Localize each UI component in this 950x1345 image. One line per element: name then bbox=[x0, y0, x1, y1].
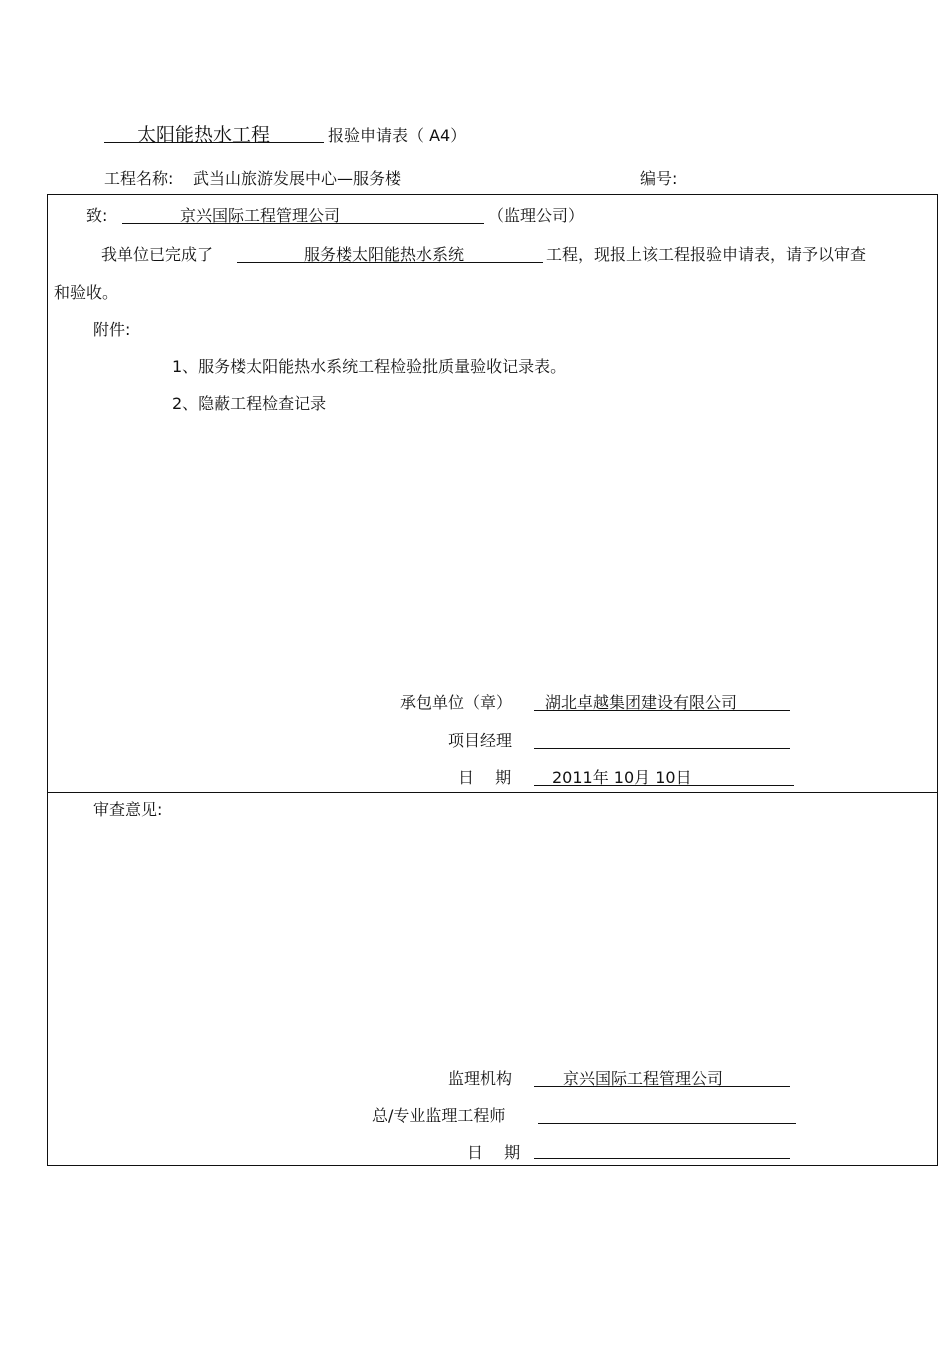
contractor-label: 承包单位（章） bbox=[400, 693, 513, 712]
engineer-underline bbox=[538, 1103, 796, 1124]
pm-label: 项目经理 bbox=[448, 731, 513, 750]
engineer-label: 总/专业监理工程师 bbox=[372, 1106, 506, 1125]
intro-line2: 和验收。 bbox=[54, 283, 119, 302]
to-suffix: （监理公司） bbox=[488, 206, 585, 225]
attachments-label: 附件: bbox=[93, 320, 131, 339]
date-label: 日 期 bbox=[458, 768, 512, 787]
intro-suffix: 工程，现报上该工程报验申请表，请予以审查 bbox=[546, 245, 867, 264]
attachment-item: 2、隐蔽工程检查记录 bbox=[172, 394, 327, 413]
title-suffix: 报验申请表（ A4） bbox=[328, 126, 467, 145]
to-company: 京兴国际工程管理公司 bbox=[180, 206, 341, 225]
intro-prefix: 我单位已完成了 bbox=[101, 245, 214, 264]
project-name-label: 工程名称: bbox=[104, 169, 174, 188]
review-date-label: 日 期 bbox=[467, 1143, 521, 1162]
supervisor-org-label: 监理机构 bbox=[448, 1069, 513, 1088]
attachment-item: 1、服务楼太阳能热水系统工程检验批质量验收记录表。 bbox=[172, 357, 567, 376]
opinion-label: 审查意见: bbox=[93, 800, 163, 819]
title-project: 太阳能热水工程 bbox=[137, 124, 271, 146]
supervisor-org-value: 京兴国际工程管理公司 bbox=[563, 1069, 724, 1088]
number-label: 编号: bbox=[640, 169, 678, 188]
pm-underline bbox=[534, 728, 790, 749]
project-name-value: 武当山旅游发展中心—服务楼 bbox=[193, 169, 402, 188]
review-date-underline bbox=[534, 1138, 790, 1159]
date-value: 2011年 10月 10日 bbox=[552, 768, 692, 787]
to-label: 致: bbox=[86, 206, 108, 225]
contractor-value: 湖北卓越集团建设有限公司 bbox=[545, 693, 738, 712]
intro-work: 服务楼太阳能热水系统 bbox=[304, 245, 465, 264]
